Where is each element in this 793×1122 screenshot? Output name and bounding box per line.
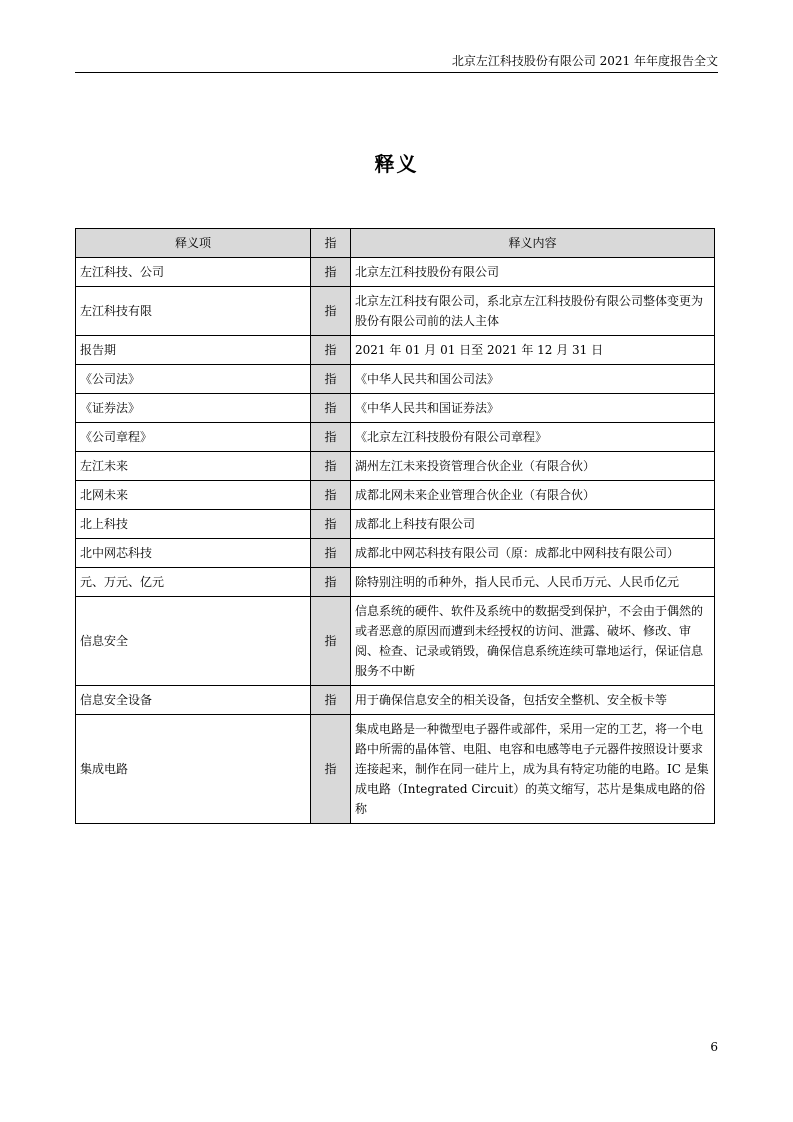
definition-cell: 《北京左江科技股份有限公司章程》 bbox=[351, 423, 715, 452]
table-row bbox=[76, 452, 715, 481]
definition-cell: 用于确保信息安全的相关设备，包括安全整机、安全板卡等 bbox=[351, 686, 715, 715]
term-cell: 北中网芯科技 bbox=[76, 539, 311, 568]
term-cell: 信息安全 bbox=[76, 597, 311, 686]
refers-cell: 指 bbox=[311, 336, 351, 365]
definition-cell: 北京左江科技股份有限公司 bbox=[351, 258, 715, 287]
definition-cell: 2021 年 01 月 01 日至 2021 年 12 月 31 日 bbox=[351, 336, 715, 365]
term-cell: 元、万元、亿元 bbox=[76, 568, 311, 597]
page-number: 6 bbox=[710, 1040, 718, 1054]
definition-cell: 除特别注明的币种外，指人民币元、人民币万元、人民币亿元 bbox=[351, 568, 715, 597]
term-cell: 北网未来 bbox=[76, 481, 311, 510]
term-cell: 《公司法》 bbox=[76, 365, 311, 394]
refers-cell: 指 bbox=[311, 686, 351, 715]
refers-cell: 指 bbox=[311, 481, 351, 510]
table-row bbox=[76, 336, 715, 365]
table-row bbox=[76, 568, 715, 597]
refers-cell: 指 bbox=[311, 394, 351, 423]
refers-cell: 指 bbox=[311, 452, 351, 481]
table-row bbox=[76, 539, 715, 568]
term-cell: 左江未来 bbox=[76, 452, 311, 481]
table-header-row bbox=[76, 229, 715, 258]
term-cell: 北上科技 bbox=[76, 510, 311, 539]
definition-cell: 信息系统的硬件、软件及系统中的数据受到保护，不会由于偶然的或者恶意的原因而遭到未经授权的访问、泄露、破坏、修改、审阅、检查、记录或销毁，确保信息系统连续可靠地运行，保证信息服务不中断 bbox=[351, 597, 715, 686]
definition-cell: 湖州左江未来投资管理合伙企业（有限合伙） bbox=[351, 452, 715, 481]
header-definition: 释义内容 bbox=[351, 229, 715, 258]
table-row bbox=[76, 258, 715, 287]
page-title: 释义 bbox=[374, 152, 419, 176]
refers-cell: 指 bbox=[311, 568, 351, 597]
table-row bbox=[76, 365, 715, 394]
table-row bbox=[76, 597, 715, 686]
table-row bbox=[76, 510, 715, 539]
table-row bbox=[76, 686, 715, 715]
definition-cell: 集成电路是一种微型电子器件或部件，采用一定的工艺，将一个电路中所需的晶体管、电阻、电容和电感等电子元器件按照设计要求连接起来，制作在同一硅片上，成为具有特定功能的电路。IC 是集成电路（Integrated Circuit）的英文缩写，芯片是集成电路的俗称 bbox=[351, 715, 715, 824]
definition-cell: 《中华人民共和国证券法》 bbox=[351, 394, 715, 423]
definition-cell: 成都北中网芯科技有限公司（原：成都北中网科技有限公司） bbox=[351, 539, 715, 568]
term-cell: 左江科技、公司 bbox=[76, 258, 311, 287]
term-cell: 《公司章程》 bbox=[76, 423, 311, 452]
refers-cell: 指 bbox=[311, 287, 351, 336]
header-rule bbox=[75, 72, 718, 73]
term-cell: 报告期 bbox=[76, 336, 311, 365]
refers-cell: 指 bbox=[311, 258, 351, 287]
refers-cell: 指 bbox=[311, 539, 351, 568]
definition-cell: 成都北上科技有限公司 bbox=[351, 510, 715, 539]
definition-cell: 成都北网未来企业管理合伙企业（有限合伙） bbox=[351, 481, 715, 510]
definition-cell: 《中华人民共和国公司法》 bbox=[351, 365, 715, 394]
term-cell: 集成电路 bbox=[76, 715, 311, 824]
refers-cell: 指 bbox=[311, 365, 351, 394]
refers-cell: 指 bbox=[311, 597, 351, 686]
term-cell: 《证券法》 bbox=[76, 394, 311, 423]
definition-cell: 北京左江科技有限公司，系北京左江科技股份有限公司整体变更为股份有限公司前的法人主体 bbox=[351, 287, 715, 336]
term-cell: 信息安全设备 bbox=[76, 686, 311, 715]
table-row bbox=[76, 715, 715, 824]
refers-cell: 指 bbox=[311, 510, 351, 539]
refers-cell: 指 bbox=[311, 715, 351, 824]
term-cell: 左江科技有限 bbox=[76, 287, 311, 336]
header-refers: 指 bbox=[311, 229, 351, 258]
table-row bbox=[76, 423, 715, 452]
table-row bbox=[76, 481, 715, 510]
table-row bbox=[76, 394, 715, 423]
definitions-table bbox=[75, 228, 715, 824]
header-term: 释义项 bbox=[76, 229, 311, 258]
table-row bbox=[76, 287, 715, 336]
refers-cell: 指 bbox=[311, 423, 351, 452]
running-header: 北京左江科技股份有限公司 2021 年年度报告全文 bbox=[451, 54, 718, 68]
